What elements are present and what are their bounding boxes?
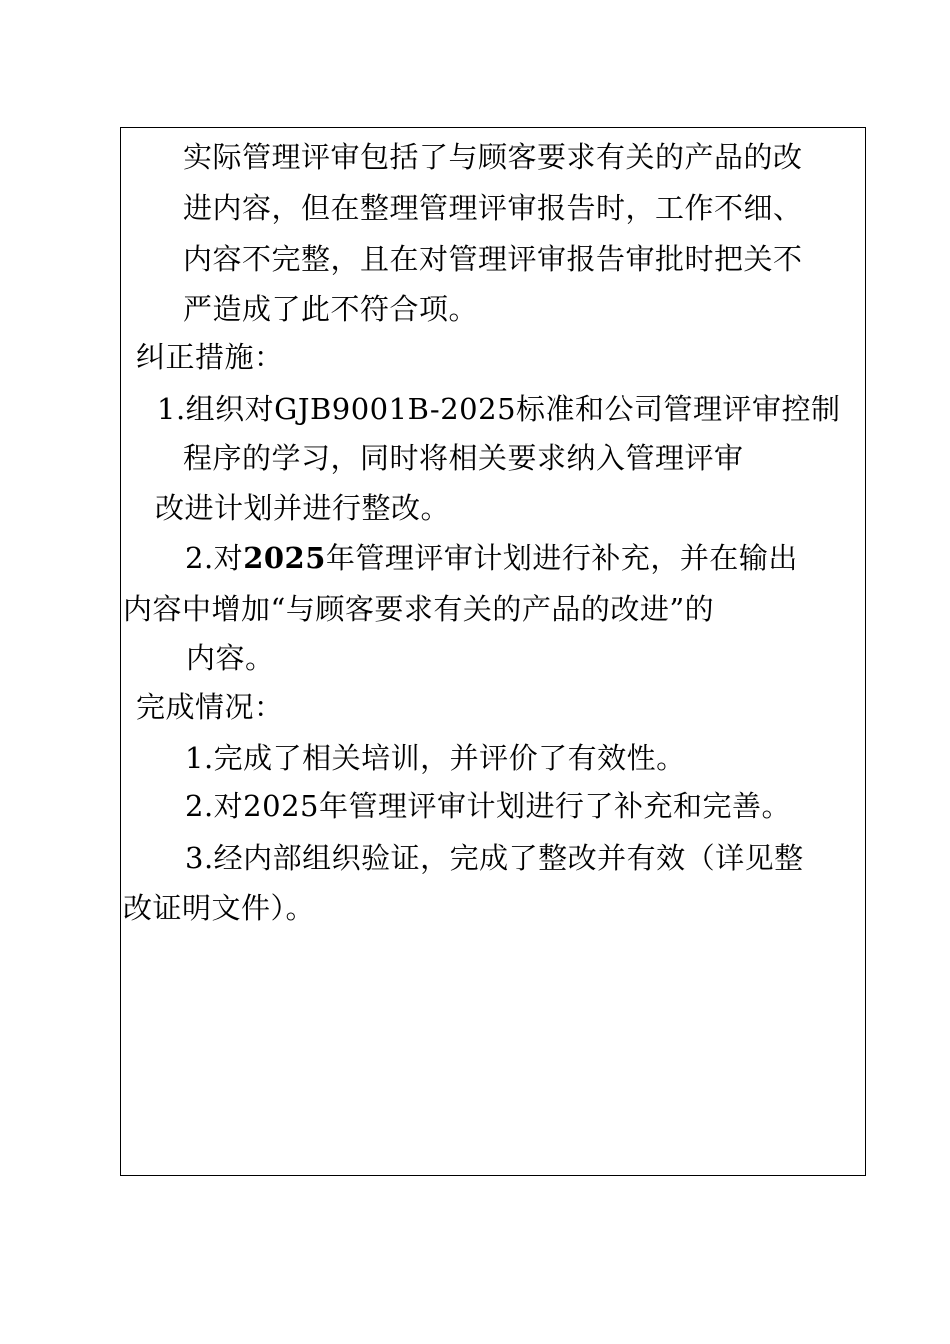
corrective-item-1-line-2: 程序的学习，同时将相关要求纳入管理评审 bbox=[183, 441, 744, 475]
corrective-item-2-year: 2025 bbox=[243, 541, 326, 575]
completion-item-1: 1.完成了相关培训，并评价了有效性。 bbox=[185, 741, 686, 775]
cause-line-2: 进内容，但在整理管理评审报告时，工作不细、 bbox=[183, 191, 803, 225]
corrective-item-2-line-3: 内容。 bbox=[186, 641, 275, 675]
completion-item-3-line-2: 改证明文件）。 bbox=[123, 891, 316, 925]
corrective-item-2-line-1 bbox=[185, 540, 798, 576]
cause-line-1: 实际管理评审包括了与顾客要求有关的产品的改 bbox=[183, 140, 803, 174]
corrective-item-1-line-3: 改进计划并进行整改。 bbox=[155, 491, 451, 525]
corrective-item-2-text-b: 年管理评审计划进行补充，并在输出 bbox=[325, 541, 798, 575]
corrective-item-2-line-2: 内容中增加“与顾客要求有关的产品的改进”的 bbox=[123, 592, 715, 626]
cause-line-3: 内容不完整，且在对管理评审报告审批时把关不 bbox=[183, 242, 803, 276]
corrective-item-2-text-a: 对 bbox=[213, 541, 244, 575]
corrective-item-1-line-1: 1.组织对GJB9001B-2025标准和公司管理评审控制 bbox=[157, 392, 841, 426]
completion-item-2: 2.对2025年管理评审计划进行了补充和完善。 bbox=[185, 789, 791, 823]
corrective-item-2-number: 2. bbox=[185, 541, 214, 575]
completion-heading: 完成情况： bbox=[136, 690, 284, 724]
cause-line-4: 严造成了此不符合项。 bbox=[183, 292, 479, 326]
completion-item-3-line-1: 3.经内部组织验证，完成了整改并有效（详见整 bbox=[185, 841, 804, 875]
corrective-actions-heading: 纠正措施： bbox=[136, 340, 284, 374]
